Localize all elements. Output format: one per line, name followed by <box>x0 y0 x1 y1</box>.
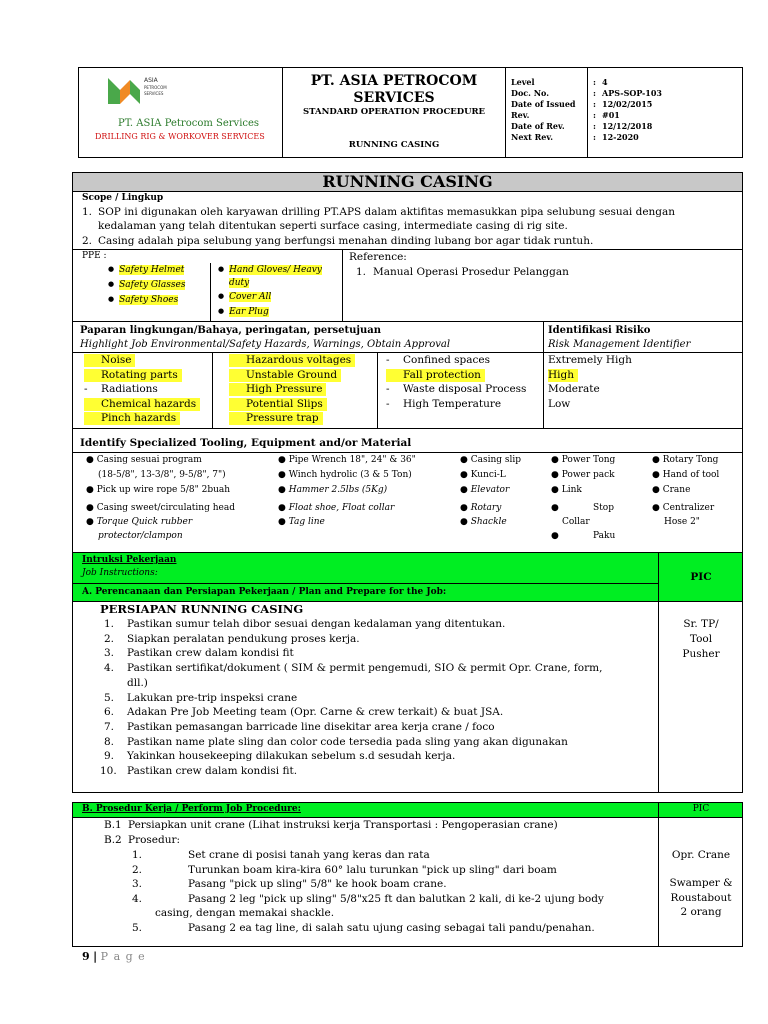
tool-item: ● Torque Quick rubber <box>86 517 193 527</box>
meta-value: 4 <box>602 77 608 87</box>
section-b-heading: B. Prosedur Kerja / Perform Job Procedure: <box>82 804 301 814</box>
prep-item: Pastikan name plate sling dan color code tersedia pada sling yang akan digunakan <box>127 735 568 748</box>
tool-item: ● Kunci-L <box>460 470 506 480</box>
b-step-num: 1. <box>132 849 143 861</box>
tool-item: ● Winch hydrolic (3 & 5 Ton) <box>278 470 412 480</box>
pic-a: Tool <box>689 633 713 645</box>
prep-item: Pastikan crew dalam kondisi fit. <box>127 765 298 777</box>
meta-label: Doc. No. <box>511 88 550 98</box>
b-num: B.1 <box>104 819 122 831</box>
pic-a: Sr. TP/ <box>683 618 719 630</box>
b-item: Persiapkan unit crane (Lihat instruksi kerja Transportasi : Pengoperasian crane) <box>128 819 558 831</box>
company-name-line1: PT. ASIA PETROCOM <box>310 73 478 89</box>
tool-item: ● Rotary <box>460 503 502 513</box>
hazard-item: Fall protection <box>386 369 485 382</box>
hazard-dash: - <box>84 383 88 396</box>
b-step-num: 4. <box>132 892 143 905</box>
tool-item: ● Tag line <box>278 517 325 527</box>
company-sub: DRILLING RIG & WORKOVER SERVICES <box>95 132 265 141</box>
section-a-heading: A. Perencanaan dan Persiapan Pekerjaan / Plan and Prepare for the Job: <box>82 587 447 597</box>
tool-item: ● Power Tong <box>551 455 616 465</box>
prep-num: 6. <box>104 706 115 719</box>
hazard-dash: - <box>386 354 390 366</box>
meta-colon: : <box>593 121 596 131</box>
page-title: RUNNING CASING <box>322 172 493 191</box>
reference-item: Manual Operasi Prosedur Pelanggan <box>373 266 569 278</box>
tool-item: ● Casing sweet/circulating head <box>86 503 235 513</box>
hazard-item: High Pressure <box>229 383 326 396</box>
tool-item: ● Casing slip <box>460 455 522 465</box>
tool-item-cont: (18-5/8", 13-3/8", 9-5/8", 7") <box>98 470 226 480</box>
tool-item: ● Crane <box>652 485 691 495</box>
tooling-heading: Identify Specialized Tooling, Equipment and/or Material <box>80 437 412 449</box>
hazard-item: Hazardous voltages <box>229 354 355 367</box>
hazard-item: Radiations <box>101 383 158 396</box>
reference-num: 1. <box>356 266 367 278</box>
company-logo <box>106 72 176 106</box>
hazard-item: Pinch hazards <box>84 412 180 425</box>
hazard-dash: - <box>386 383 390 396</box>
tool-item-cont: Hose 2" <box>664 517 700 527</box>
prep-num: 3. <box>104 647 115 660</box>
tool-item-cont: protector/clampon <box>98 531 183 541</box>
tool-item: ● Casing sesuai program <box>86 455 202 465</box>
meta-label: Level <box>511 77 535 87</box>
prep-item: Adakan Pre Job Meeting team (Opr. Carne & crew terkait) & buat JSA. <box>127 706 504 719</box>
hazard-item: Confined spaces <box>403 354 491 366</box>
tool-item: ● Centralizer <box>652 503 715 513</box>
risk-level: High <box>548 369 578 382</box>
tool-item: ● Hand of tool <box>652 470 720 480</box>
risk-heading-en: Risk Management Identifier <box>548 339 691 350</box>
tool-item: ● Rotary Tong <box>652 455 719 465</box>
prep-num: 10. <box>100 765 117 777</box>
ppe-item: ● Safety Shoes <box>108 295 178 306</box>
pic-b1: Opr. Crane <box>671 849 731 861</box>
prep-num: 4. <box>104 662 115 675</box>
meta-value: 12-2020 <box>602 132 639 142</box>
b-step: Pasang "pick up sling" 5/8" ke hook boam crane. <box>188 878 447 890</box>
meta-value: 12/02/2015 <box>602 99 653 109</box>
doc-title-small: RUNNING CASING <box>348 140 440 150</box>
risk-level: Moderate <box>548 383 600 396</box>
pic-b2: 2 orang <box>680 906 722 918</box>
tool-item: ● Float shoe, Float collar <box>278 503 395 513</box>
page-footer: 9 | P a g e <box>82 950 146 963</box>
prep-num: 9. <box>104 750 115 763</box>
tool-item: ● Elevator <box>460 485 510 495</box>
hazard-item: Chemical hazards <box>84 398 200 411</box>
prep-num: 2. <box>104 632 115 645</box>
scope-2-line1: Casing adalah pipa selubung yang berfungsi menahan dinding lubang bor agar tidak runtuh. <box>98 235 594 247</box>
risk-level: Low <box>548 397 571 410</box>
meta-value: 12/12/2018 <box>602 121 653 131</box>
scope-heading: Scope / Lingkup <box>82 193 164 203</box>
b-step: Turunkan boam kira-kira 60° lalu turunkan "pick up sling" dari boam <box>188 863 557 876</box>
tool-item: ● <box>551 503 559 513</box>
pic-b2: Roustabout <box>670 891 732 904</box>
pic-b2: Swamper & <box>669 877 733 889</box>
reference-label: Reference: <box>349 251 407 263</box>
ppe-item: ● Ear Plug <box>218 307 269 318</box>
prep-num: 8. <box>104 735 115 748</box>
company-small: PT. ASIA Petrocom Services <box>118 118 260 129</box>
prep-item: Siapkan peralatan pendukung proses kerja. <box>127 632 360 645</box>
tool-item: ● Pick up wire rope 5/8" 2buah <box>86 485 231 495</box>
pic-a: Pusher <box>682 648 720 660</box>
meta-label: Date of Rev. <box>511 121 565 131</box>
tool-item-cont: Collar <box>562 517 590 527</box>
hazard-item: Noise <box>84 354 135 367</box>
ppe-item: ● Safety Glasses <box>108 280 185 291</box>
doc-type: STANDARD OPERATION PROCEDURE <box>302 107 486 117</box>
tool-item: ● Shackle <box>460 517 507 527</box>
ppe-item: ● Hand Gloves/ Heavy <box>218 265 322 276</box>
b-num: B.2 <box>104 833 122 846</box>
meta-label: Date of Issued <box>511 99 576 109</box>
svg-text:SERVICES: SERVICES <box>144 91 164 96</box>
meta-label: Next Rev. <box>511 132 554 142</box>
hazards-heading-en: Highlight Job Environmental/Safety Hazards, Warnings, Obtain Approval <box>80 339 451 350</box>
b-step-num: 2. <box>132 863 143 876</box>
hazards-heading: Paparan lingkungan/Bahaya, peringatan, persetujuan <box>80 325 382 336</box>
prep-num: 1. <box>104 618 115 630</box>
tool-item: Paku <box>593 531 616 541</box>
b-step-num: 3. <box>132 878 143 890</box>
pic-heading-b: PIC <box>692 804 710 814</box>
svg-text:ASIA: ASIA <box>144 77 158 84</box>
ppe-item: ● Safety Helmet <box>108 265 184 276</box>
hazard-item: High Temperature <box>403 397 502 410</box>
prep-item: Pastikan sertifikat/dokument ( SIM & permit pengemudi, SIO & permit Opr. Crane, form, <box>127 662 603 675</box>
hazard-item: Pressure trap <box>229 412 323 425</box>
meta-colon: : <box>593 88 596 98</box>
prep-item: dll.) <box>127 676 148 689</box>
instr-heading-en: Job Instructions: <box>82 568 158 578</box>
b-step: Pasang 2 ea tag line, di salah satu ujung casing sebagai tali pandu/penahan. <box>188 921 595 934</box>
tool-item: ● Hammer 2.5lbs (5Kg) <box>278 485 388 495</box>
b-item: Prosedur: <box>128 833 181 846</box>
tool-item: ● Link <box>551 485 582 495</box>
b-step: Pasang 2 leg "pick up sling" 5/8"x25 ft dan balutkan 2 kali, di ke-2 ujung body <box>188 892 604 905</box>
meta-value: #01 <box>602 110 620 120</box>
prep-title: PERSIAPAN RUNNING CASING <box>100 602 304 616</box>
company-name-line2: SERVICES <box>353 90 435 106</box>
meta-colon: : <box>593 99 596 109</box>
prep-item: Yakinkan housekeeping dilakukan sebelum s.d sesudah kerja. <box>127 750 456 763</box>
meta-value: APS-SOP-103 <box>602 88 662 98</box>
ppe-label: PPE : <box>82 251 107 261</box>
meta-colon: : <box>593 77 596 87</box>
b-step: casing, dengan memakai shackle. <box>155 907 335 919</box>
tool-item: ● Power pack <box>551 470 615 480</box>
b-step-num: 5. <box>132 921 143 934</box>
prep-item: Pastikan pemasangan barricade line disekitar area kerja crane / foco <box>127 720 495 733</box>
prep-item: Pastikan sumur telah dibor sesuai dengan kedalaman yang ditentukan. <box>127 618 506 630</box>
hazard-item: Rotating parts <box>84 369 182 382</box>
tool-item: ● Pipe Wrench 18", 24" & 36" <box>278 455 416 465</box>
tool-item: Stop <box>593 503 614 513</box>
scope-2-num: 2. <box>82 235 93 247</box>
scope-1-line2: kedalaman yang telah ditentukan seperti surface casing, intermediate casing di rig site. <box>98 220 568 232</box>
scope-1-num: 1. <box>82 206 93 218</box>
hazard-item: Unstable Ground <box>229 369 341 382</box>
prep-item: Pastikan crew dalam kondisi fit <box>127 647 294 660</box>
pic-heading: PIC <box>690 571 712 583</box>
meta-colon: : <box>593 132 596 142</box>
ppe-item: ● Cover All <box>218 292 271 303</box>
prep-item: Lakukan pre-trip inspeksi crane <box>127 691 298 704</box>
hazard-item: Waste disposal Process <box>403 383 527 396</box>
b-step: Set crane di posisi tanah yang keras dan rata <box>188 849 430 861</box>
meta-label: Rev. <box>511 110 530 120</box>
prep-num: 5. <box>104 691 115 704</box>
tool-item: ● <box>551 531 559 541</box>
hazard-item: Potential Slips <box>229 398 327 411</box>
ppe-item-cont: duty <box>229 278 250 288</box>
meta-colon: : <box>593 110 596 120</box>
instr-heading: Intruksi Pekerjaan <box>82 555 177 565</box>
svg-text:PETROCOM: PETROCOM <box>144 85 167 90</box>
risk-level: Extremely High <box>548 354 632 366</box>
scope-1-line1: SOP ini digunakan oleh karyawan drilling PT.APS dalam aktifitas memasukkan pipa selubung sesuai dengan <box>98 206 676 218</box>
hazard-dash: - <box>386 397 390 410</box>
risk-heading: Identifikasi Risiko <box>548 325 651 336</box>
prep-num: 7. <box>104 720 115 733</box>
